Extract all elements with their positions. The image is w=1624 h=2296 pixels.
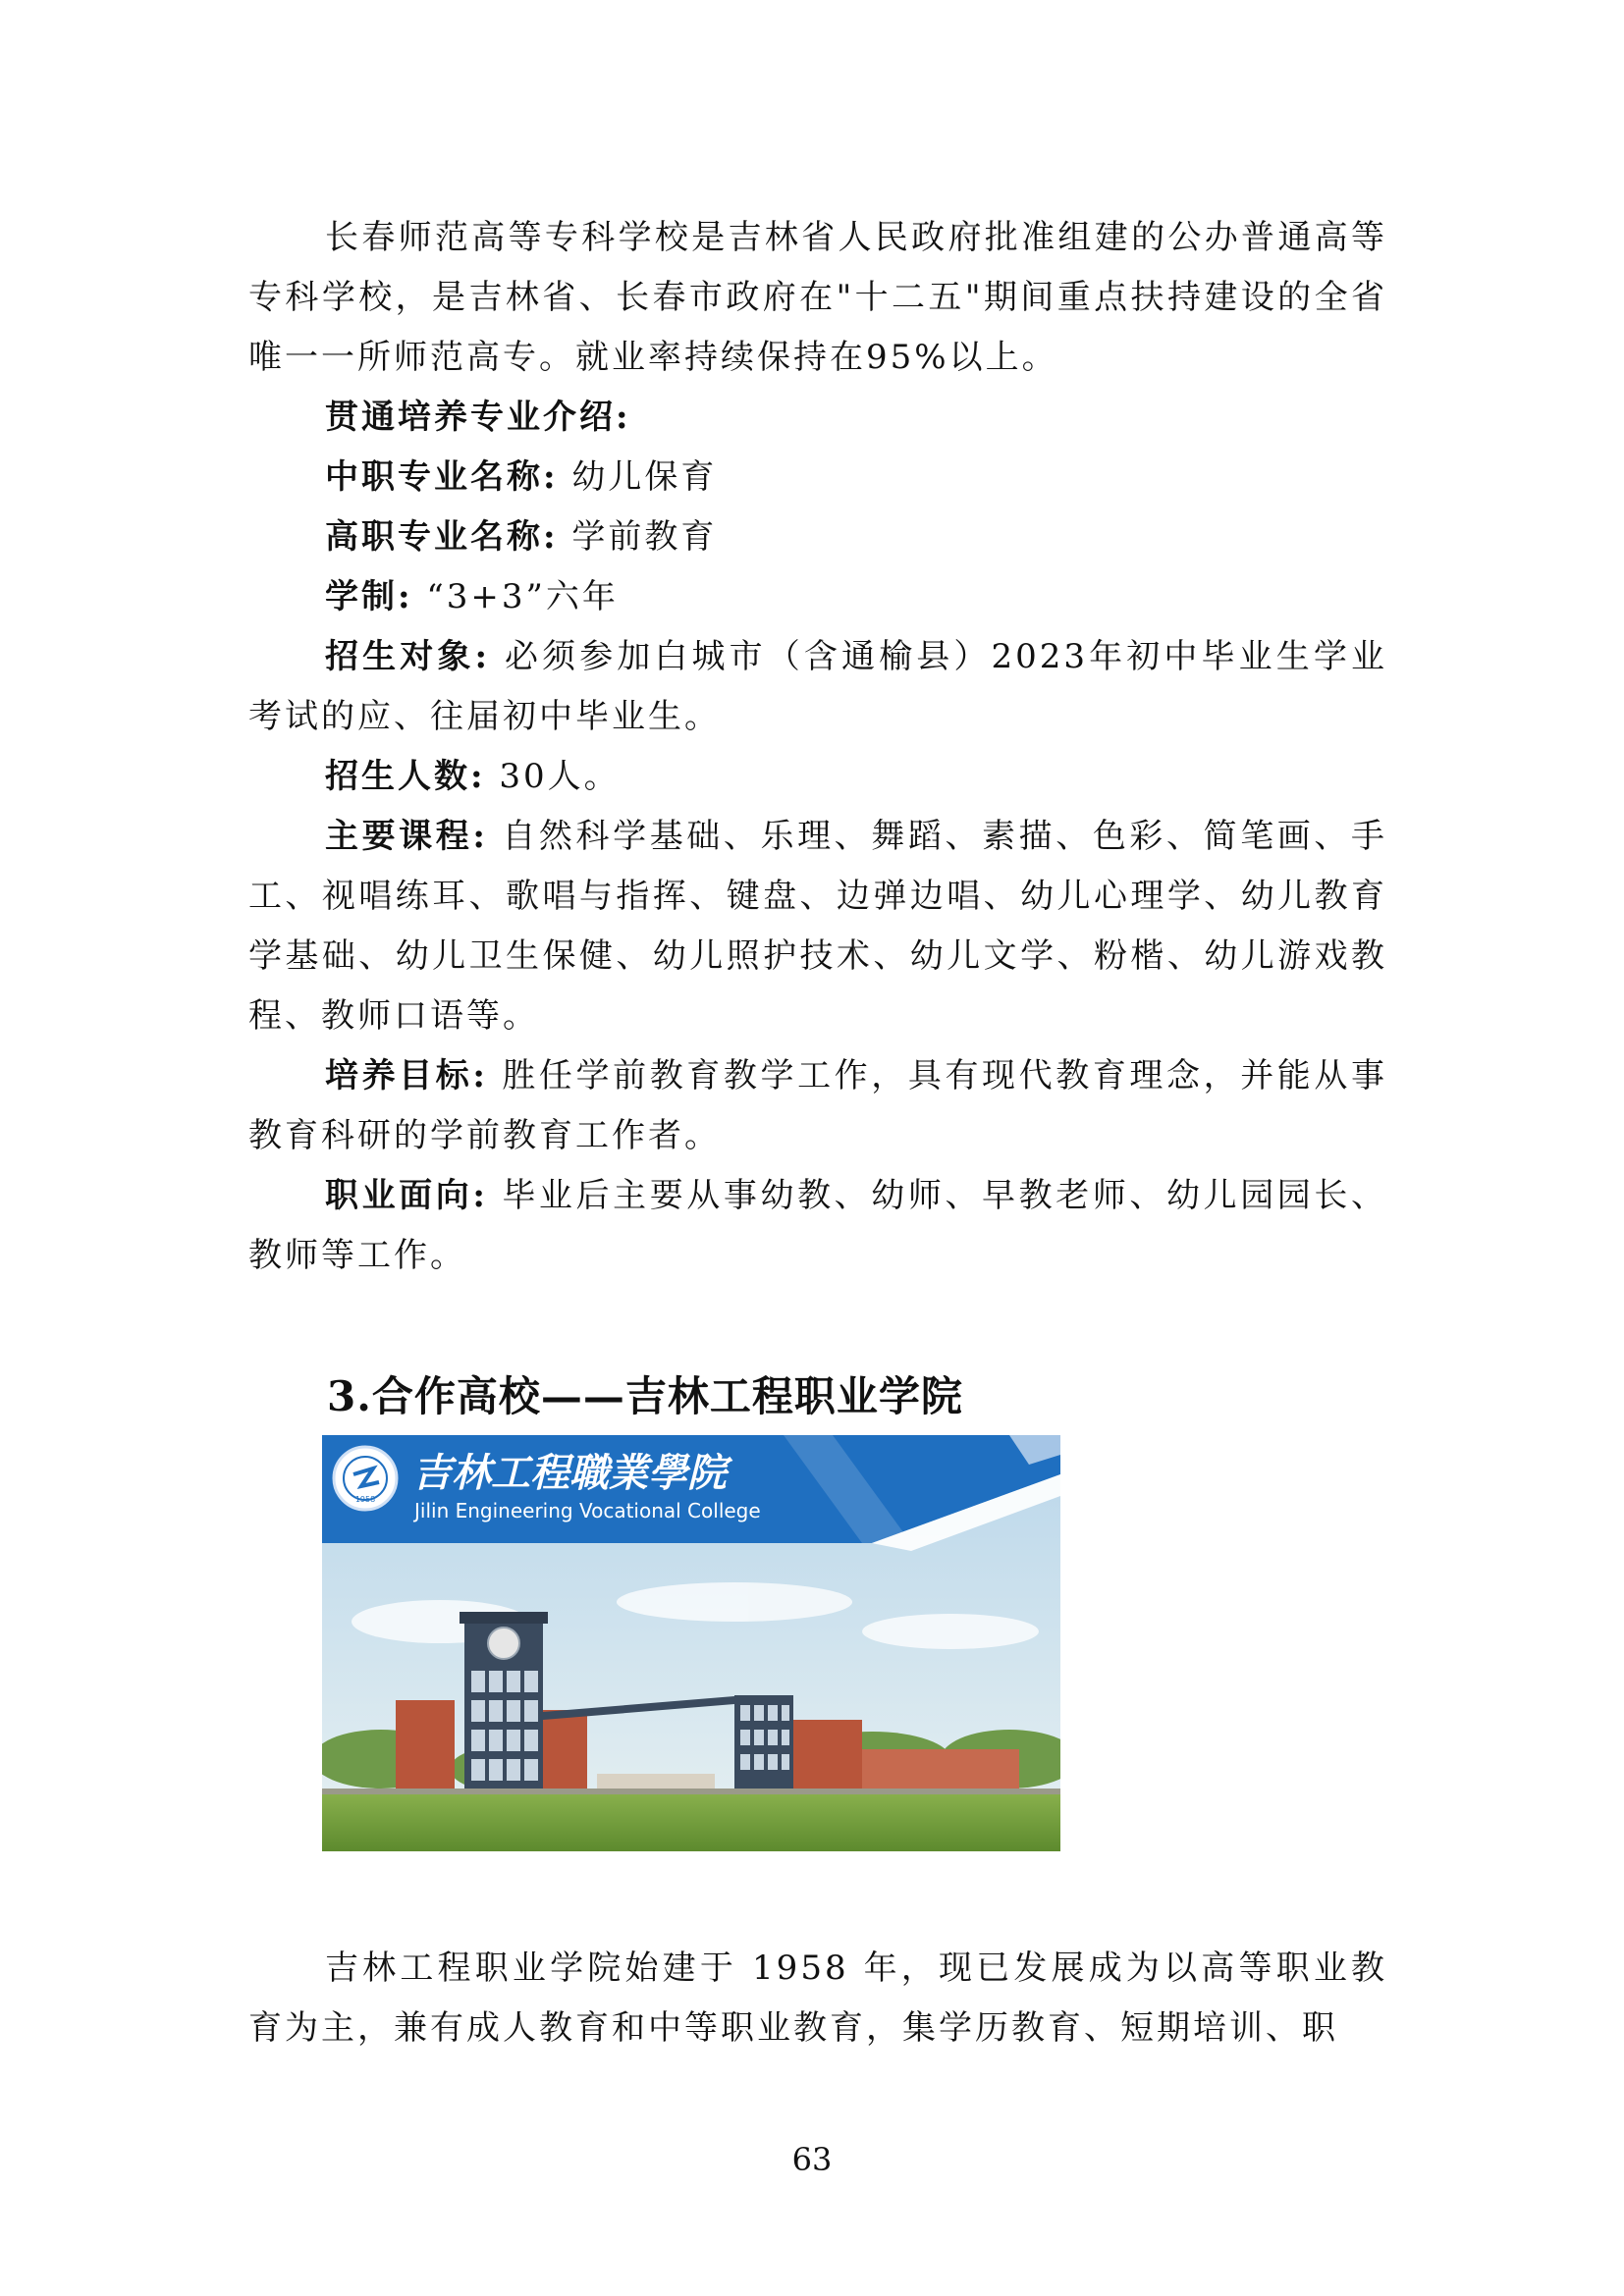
program-heading: 贯通培养专业介绍: — [325, 398, 631, 437]
item-label: 中职专业名称: — [325, 457, 559, 497]
college-logo — [334, 1447, 397, 1510]
banner-title: 吉林工程職業學院 — [412, 1450, 727, 1496]
program-item — [248, 507, 1387, 567]
college-gate-image — [322, 1435, 1060, 1851]
intro-block — [248, 208, 1387, 1286]
item-label: 职业面向: — [325, 1176, 488, 1215]
program-item — [248, 1166, 1387, 1286]
item-label: 招生对象: — [325, 637, 491, 676]
item-label: 培养目标: — [325, 1056, 488, 1095]
program-item — [248, 448, 1387, 507]
item-value: “3+3”六年 — [412, 577, 619, 616]
banner-subtitle: Jilin Engineering Vocational College — [414, 1499, 761, 1522]
item-value: 30人。 — [485, 757, 621, 796]
clock-tower — [460, 1612, 548, 1793]
item-value: 自然科学基础、乐理、舞蹈、素描、色彩、简笔画、手工、视唱练耳、歌唱与指挥、键盘、边弹边唱、幼儿心理学、幼儿教育学基础、幼儿卫生保健、幼儿照护技术、幼儿文学、粉楷、幼儿游戏教程、教师口语等。 — [248, 817, 1387, 1036]
bottom-block — [248, 1939, 1387, 2058]
item-label: 主要课程: — [325, 817, 488, 856]
item-value: 学前教育 — [558, 517, 718, 557]
program-item — [248, 1046, 1387, 1166]
program-item — [248, 627, 1387, 747]
item-label: 高职专业名称: — [325, 517, 559, 557]
bottom-paragraph: 吉林工程职业学院始建于 1958 年，现已发展成为以高等职业教育为主，兼有成人教育和中等职业教育，集学历教育、短期培训、职 — [248, 1949, 1387, 2048]
logo-year: 1958 — [354, 1495, 376, 1504]
item-value: 幼儿保育 — [558, 457, 718, 497]
item-value: 必须参加白城市（含通榆县）2023年初中毕业生学业考试的应、往届初中毕业生。 — [248, 637, 1387, 736]
program-item — [248, 567, 1387, 627]
page-number: 63 — [791, 2141, 833, 2178]
item-value: 胜任学前教育教学工作，具有现代教育理念，并能从事教育科研的学前教育工作者。 — [248, 1056, 1387, 1155]
college-photo — [322, 1435, 1060, 1851]
intro-paragraph: 长春师范高等专科学校是吉林省人民政府批准组建的公办普通高等专科学校，是吉林省、长春市政府在"十二五"期间重点扶持建设的全省唯一一所师范高专。就业率持续保持在95%以上。 — [248, 218, 1387, 377]
program-item — [248, 747, 1387, 807]
item-label: 学制: — [325, 577, 413, 616]
item-label: 招生人数: — [325, 757, 486, 796]
program-items — [248, 448, 1387, 1286]
section-heading: 3.合作高校——吉林工程职业学院 — [327, 1372, 963, 1420]
program-item — [248, 807, 1387, 1046]
item-value: 毕业后主要从事幼教、幼师、早教老师、幼儿园园长、教师等工作。 — [248, 1176, 1387, 1275]
